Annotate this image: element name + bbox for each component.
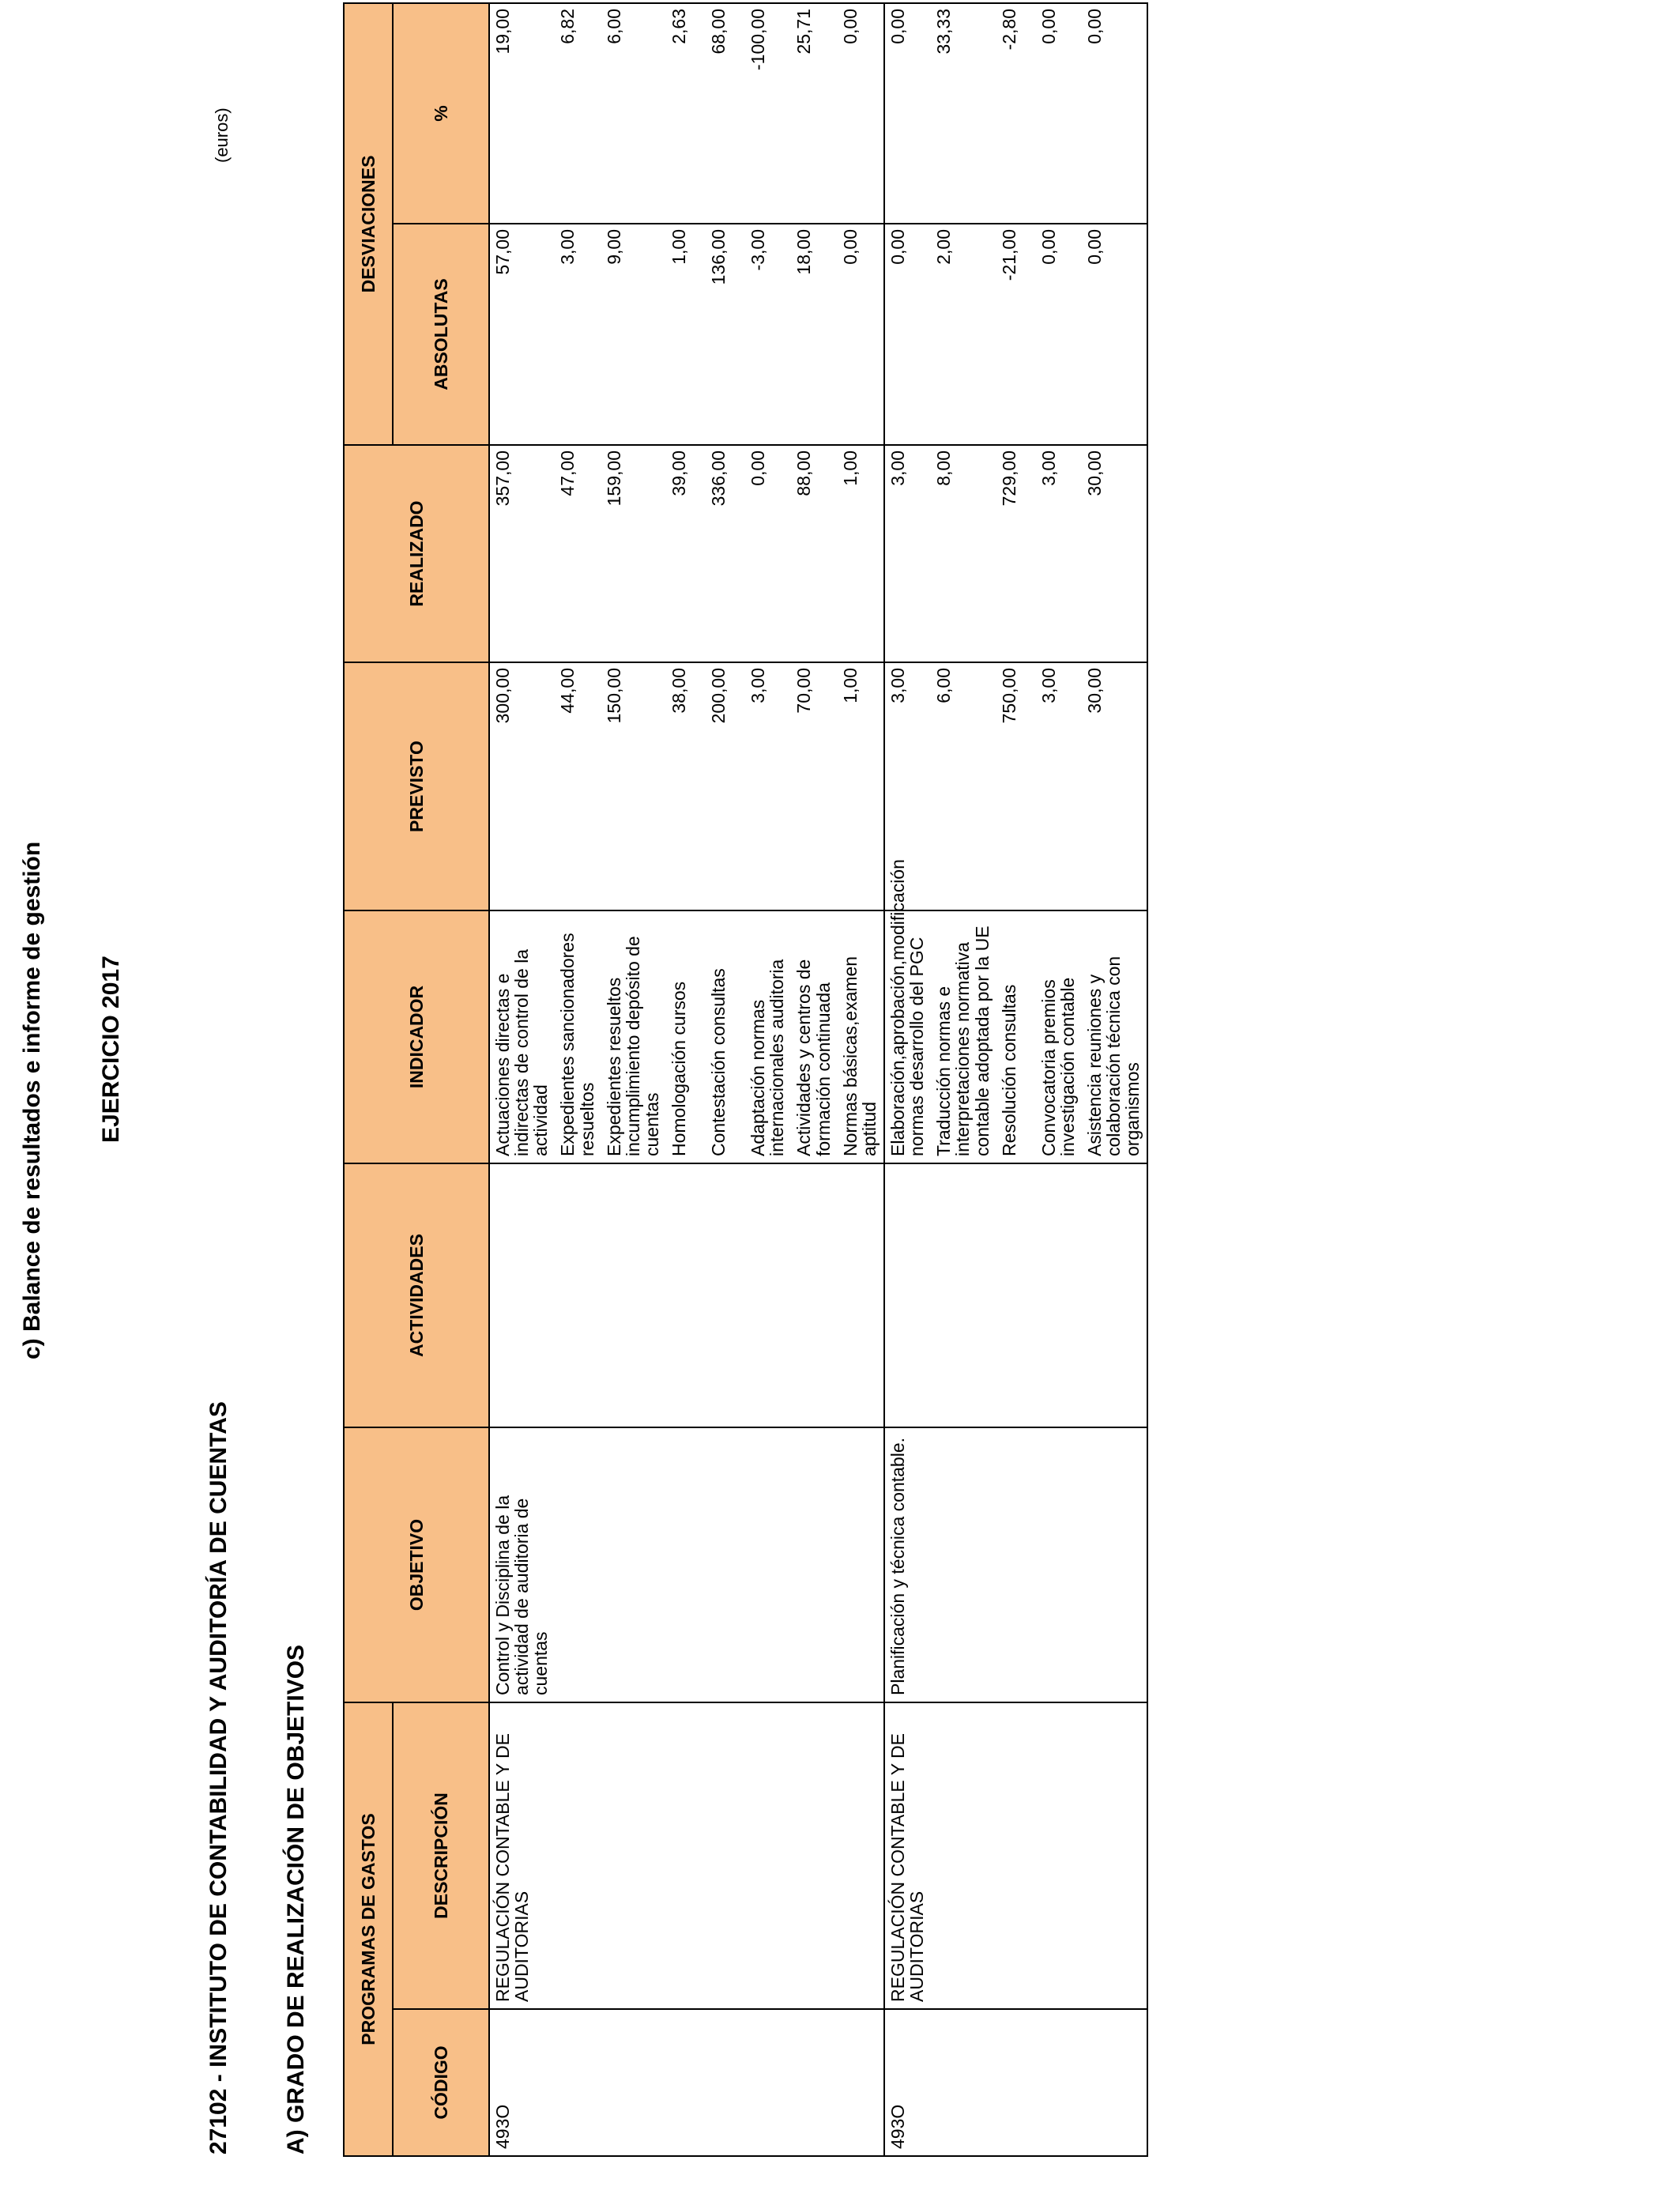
group-header-programas: PROGRAMAS DE GASTOS bbox=[344, 1702, 393, 2156]
table-row bbox=[555, 3, 601, 2156]
group-header-desviaciones: DESVIACIONES bbox=[344, 3, 393, 445]
cell-codigo: 493O bbox=[884, 2009, 931, 2156]
col-header-actividades: ACTIVIDADES bbox=[344, 1163, 489, 1427]
cell-pct: -2,80 bbox=[996, 3, 1036, 224]
cell-realizado: 30,00 bbox=[1082, 445, 1147, 662]
cell-actividades bbox=[555, 1163, 601, 1427]
cell-indicador: Homologación cursos bbox=[666, 910, 706, 1163]
cell-previsto: 3,00 bbox=[884, 662, 931, 910]
cell-actividades bbox=[601, 1163, 666, 1427]
cell-realizado: 8,00 bbox=[931, 445, 996, 662]
entity-title: 27102 - INSTITUTO DE CONTABILIDAD Y AUDITORÍA DE CUENTAS bbox=[205, 1401, 232, 2154]
cell-pct: 6,00 bbox=[601, 3, 666, 224]
cell-objetivo: Planificación y técnica contable. bbox=[884, 1427, 931, 1702]
cell-realizado: 47,00 bbox=[555, 445, 601, 662]
cell-descripcion bbox=[706, 1702, 745, 2009]
cell-absolutas: 0,00 bbox=[838, 224, 884, 445]
objectives-table bbox=[343, 2, 1148, 2157]
cell-previsto: 30,00 bbox=[1082, 662, 1147, 910]
cell-actividades bbox=[838, 1163, 884, 1427]
col-header-pct: % bbox=[393, 3, 489, 224]
cell-descripcion bbox=[931, 1702, 996, 2009]
cell-previsto: 750,00 bbox=[996, 662, 1036, 910]
cell-pct: -100,00 bbox=[745, 3, 791, 224]
cell-codigo bbox=[1036, 2009, 1082, 2156]
cell-actividades bbox=[996, 1163, 1036, 1427]
cell-indicador: Expedientes resueltos incumplimiento depósito de cuentas bbox=[601, 910, 666, 1163]
cell-realizado: 729,00 bbox=[996, 445, 1036, 662]
cell-descripcion: REGULACIÓN CONTABLE Y DE AUDITORIAS bbox=[884, 1702, 931, 2009]
cell-indicador: Traducción normas e interpretaciones normativa contable adoptada por la UE bbox=[931, 910, 996, 1163]
cell-actividades bbox=[745, 1163, 791, 1427]
col-header-objetivo: OBJETIVO bbox=[344, 1427, 489, 1702]
cell-indicador: Resolución consultas bbox=[996, 910, 1036, 1163]
cell-absolutas: -3,00 bbox=[745, 224, 791, 445]
cell-objetivo bbox=[1082, 1427, 1147, 1702]
cell-pct: 0,00 bbox=[838, 3, 884, 224]
cell-actividades bbox=[489, 1163, 555, 1427]
col-header-codigo: CÓDIGO bbox=[393, 2009, 489, 2156]
cell-actividades bbox=[931, 1163, 996, 1427]
cell-codigo bbox=[666, 2009, 706, 2156]
cell-realizado: 357,00 bbox=[489, 445, 555, 662]
cell-absolutas: -21,00 bbox=[996, 224, 1036, 445]
cell-actividades bbox=[1036, 1163, 1082, 1427]
cell-absolutas: 9,00 bbox=[601, 224, 666, 445]
cell-indicador: Actuaciones directas e indirectas de control de la actividad bbox=[489, 910, 555, 1163]
cell-indicador: Elaboración,aprobación,modificación normas desarrollo del PGC bbox=[884, 910, 931, 1163]
cell-codigo bbox=[745, 2009, 791, 2156]
cell-codigo bbox=[931, 2009, 996, 2156]
cell-pct: 33,33 bbox=[931, 3, 996, 224]
ejercicio-title: EJERCICIO 2017 bbox=[98, 956, 124, 1143]
cell-previsto: 3,00 bbox=[1036, 662, 1082, 910]
cell-absolutas: 2,00 bbox=[931, 224, 996, 445]
cell-objetivo bbox=[791, 1427, 837, 1702]
cell-codigo bbox=[1082, 2009, 1147, 2156]
cell-previsto: 6,00 bbox=[931, 662, 996, 910]
table-row bbox=[745, 3, 791, 2156]
cell-pct: 2,63 bbox=[666, 3, 706, 224]
cell-previsto: 150,00 bbox=[601, 662, 666, 910]
cell-absolutas: 3,00 bbox=[555, 224, 601, 445]
cell-descripcion bbox=[838, 1702, 884, 2009]
cell-descripcion bbox=[555, 1702, 601, 2009]
table-row bbox=[1082, 3, 1147, 2156]
table-row bbox=[838, 3, 884, 2156]
cell-realizado: 336,00 bbox=[706, 445, 745, 662]
cell-codigo: 493O bbox=[489, 2009, 555, 2156]
cell-absolutas: 0,00 bbox=[1036, 224, 1082, 445]
cell-objetivo bbox=[555, 1427, 601, 1702]
cell-actividades bbox=[666, 1163, 706, 1427]
cell-descripcion bbox=[666, 1702, 706, 2009]
cell-objetivo bbox=[706, 1427, 745, 1702]
cell-realizado: 1,00 bbox=[838, 445, 884, 662]
cell-realizado: 3,00 bbox=[1036, 445, 1082, 662]
cell-actividades bbox=[791, 1163, 837, 1427]
cell-objetivo bbox=[666, 1427, 706, 1702]
cell-objetivo bbox=[838, 1427, 884, 1702]
cell-indicador: Contestación consultas bbox=[706, 910, 745, 1163]
cell-pct: 0,00 bbox=[1036, 3, 1082, 224]
cell-codigo bbox=[996, 2009, 1036, 2156]
subtitle: A) GRADO DE REALIZACIÓN DE OBJETIVOS bbox=[283, 1644, 309, 2154]
cell-descripcion bbox=[1082, 1702, 1147, 2009]
table-row bbox=[884, 3, 931, 2156]
table-row bbox=[666, 3, 706, 2156]
cell-actividades bbox=[1082, 1163, 1147, 1427]
cell-realizado: 0,00 bbox=[745, 445, 791, 662]
cell-previsto: 3,00 bbox=[745, 662, 791, 910]
table-row bbox=[996, 3, 1036, 2156]
cell-realizado: 3,00 bbox=[884, 445, 931, 662]
cell-codigo bbox=[791, 2009, 837, 2156]
cell-descripcion bbox=[745, 1702, 791, 2009]
cell-absolutas: 136,00 bbox=[706, 224, 745, 445]
cell-indicador: Expedientes sancionadores resueltos bbox=[555, 910, 601, 1163]
cell-actividades bbox=[706, 1163, 745, 1427]
cell-objetivo bbox=[996, 1427, 1036, 1702]
cell-previsto: 200,00 bbox=[706, 662, 745, 910]
cell-previsto: 38,00 bbox=[666, 662, 706, 910]
cell-codigo bbox=[601, 2009, 666, 2156]
cell-absolutas: 1,00 bbox=[666, 224, 706, 445]
table-body bbox=[489, 3, 1147, 2156]
cell-realizado: 39,00 bbox=[666, 445, 706, 662]
cell-objetivo bbox=[601, 1427, 666, 1702]
cell-pct: 68,00 bbox=[706, 3, 745, 224]
col-header-absolutas: ABSOLUTAS bbox=[393, 224, 489, 445]
cell-absolutas: 57,00 bbox=[489, 224, 555, 445]
cell-codigo bbox=[838, 2009, 884, 2156]
cell-previsto: 44,00 bbox=[555, 662, 601, 910]
table-row bbox=[489, 3, 555, 2156]
cell-pct: 0,00 bbox=[1082, 3, 1147, 224]
cell-codigo bbox=[555, 2009, 601, 2156]
cell-descripcion bbox=[791, 1702, 837, 2009]
col-header-realizado: REALIZADO bbox=[344, 445, 489, 662]
cell-descripcion: REGULACIÓN CONTABLE Y DE AUDITORIAS bbox=[489, 1702, 555, 2009]
units-label: (euros) bbox=[212, 107, 232, 163]
cell-pct: 0,00 bbox=[884, 3, 931, 224]
cell-indicador: Adaptación normas internacionales auditoria bbox=[745, 910, 791, 1163]
cell-descripcion bbox=[1036, 1702, 1082, 2009]
table-row bbox=[601, 3, 666, 2156]
table-row bbox=[1036, 3, 1082, 2156]
cell-previsto: 70,00 bbox=[791, 662, 837, 910]
cell-descripcion bbox=[601, 1702, 666, 2009]
cell-pct: 25,71 bbox=[791, 3, 837, 224]
cell-descripcion bbox=[996, 1702, 1036, 2009]
cell-indicador: Actividades y centros de formación continuada bbox=[791, 910, 837, 1163]
cell-indicador: Convocatoria premios investigación contable bbox=[1036, 910, 1082, 1163]
cell-realizado: 159,00 bbox=[601, 445, 666, 662]
cell-absolutas: 0,00 bbox=[1082, 224, 1147, 445]
cell-indicador: Normas básicas,examen aptitud bbox=[838, 910, 884, 1163]
cell-codigo bbox=[706, 2009, 745, 2156]
cell-objetivo bbox=[745, 1427, 791, 1702]
table-row bbox=[931, 3, 996, 2156]
cell-objetivo: Control y Disciplina de la actividad de auditoria de cuentas bbox=[489, 1427, 555, 1702]
cell-actividades bbox=[884, 1163, 931, 1427]
cell-pct: 19,00 bbox=[489, 3, 555, 224]
cell-previsto: 1,00 bbox=[838, 662, 884, 910]
cell-realizado: 88,00 bbox=[791, 445, 837, 662]
col-header-previsto: PREVISTO bbox=[344, 662, 489, 910]
cell-pct: 6,82 bbox=[555, 3, 601, 224]
cell-absolutas: 0,00 bbox=[884, 224, 931, 445]
table-row bbox=[791, 3, 837, 2156]
cell-previsto: 300,00 bbox=[489, 662, 555, 910]
cell-absolutas: 18,00 bbox=[791, 224, 837, 445]
cell-indicador: Asistencia reuniones y colaboración técnica con organismos bbox=[1082, 910, 1147, 1163]
col-header-descripcion: DESCRIPCIÓN bbox=[393, 1702, 489, 2009]
cell-objetivo bbox=[931, 1427, 996, 1702]
cell-objetivo bbox=[1036, 1427, 1082, 1702]
section-title: c) Balance de resultados e informe de gestión bbox=[19, 841, 45, 1359]
col-header-indicador: INDICADOR bbox=[344, 910, 489, 1163]
table-row bbox=[706, 3, 745, 2156]
